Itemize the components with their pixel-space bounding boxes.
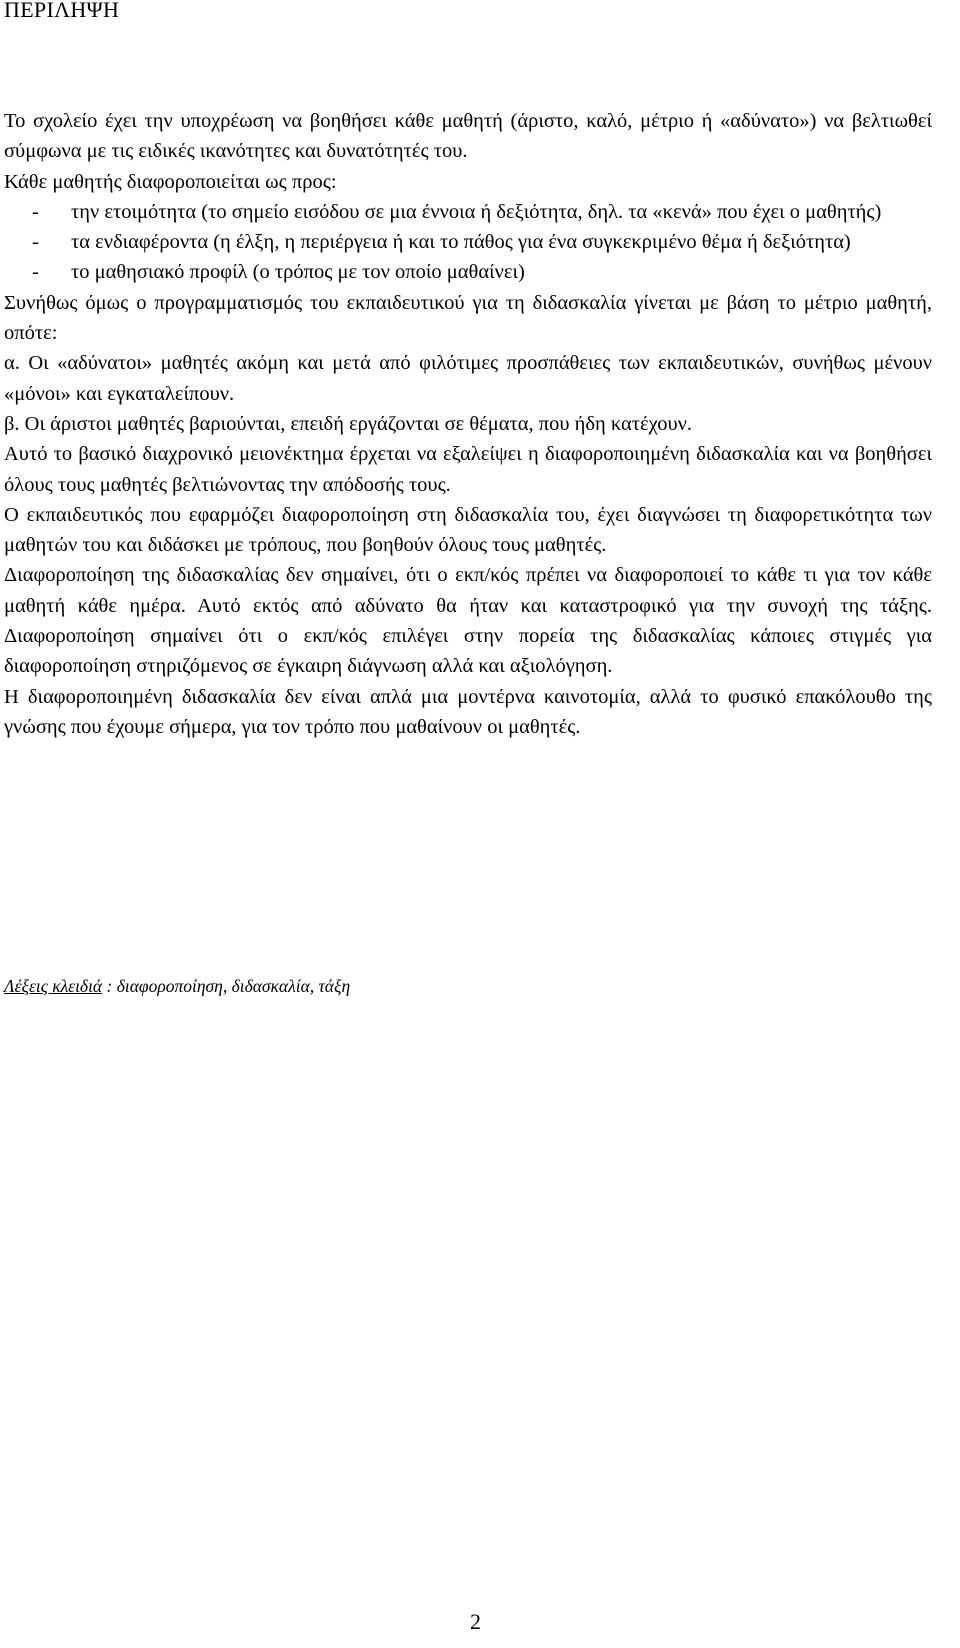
paragraph-meaning: Διαφοροποίηση της διδασκαλίας δεν σημαίνει, ότι ο εκπ/κός πρέπει να διαφοροποιεί το κάθε τι για τον κάθε μαθητή κάθε ημέρα. Αυτό εκτός από αδύνατο θα ήταν και καταστροφικό για την συνοχή της τάξης. Διαφοροποίηση σημαίνει ότι ο εκπ/κός επιλέγει στην πορεία της διδασκαλίας κάποιες στιγμές για διαφοροποίηση στηριζόμενος σε έγκαιρη διάγνωση αλλά και αξιολόγηση. [4,564,932,678]
list-dash: - [32,231,39,254]
paragraph-point-b: β. Οι άριστοι μαθητές βαριούνται, επειδή εργάζονται σε θέματα, που ήδη κατέχουν. [4,412,693,435]
paragraph-conclusion: Η διαφοροποιημένη διδασκαλία δεν είναι απλά μια μοντέρνα καινοτομία, αλλά το φυσικό επακόλουθο της γνώσης που έχουμε σήμερα, για τον τρόπο που μαθαίνουν οι μαθητές. [4,685,932,738]
list-item-text: το μαθησιακό προφίλ (ο τρόπος με τον οποίο μαθαίνει) [71,261,525,284]
list-item-text: τα ενδιαφέροντα (η έλξη, η περιέργεια ή και το πάθος για ένα συγκεκριμένο θέμα ή δεξιότητα) [71,231,851,254]
paragraph-teacher: Ο εκπαιδευτικός που εφαρμόζει διαφοροποίηση στη διδασκαλία του, έχει διαγνώσει τη διαφορετικότητα των μαθητών του και διδάσκει με τρόπους, που βοηθούν όλους τους μαθητές. [4,503,932,557]
keywords-terms: διαφοροποίηση, διδασκαλία, τάξη [116,976,351,996]
list-dash: - [32,200,39,223]
paragraph-planning: Συνήθως όμως ο προγραμματισμός του εκπαιδευτικού για τη διδασκαλία γίνεται με βάση το μέτριο μαθητή, οπότε: [4,291,932,345]
paragraph-intro: Το σχολείο έχει την υποχρέωση να βοηθήσει κάθε μαθητή (άριστο, καλό, μέτριο ή «αδύνατο») να βελτιωθεί σύμφωνα με τις ειδικές ικανότητες και δυνατότητές του. [4,110,932,163]
paragraph-point-a: α. Οι «αδύνατοι» μαθητές ακόμη και μετά από φιλότιμες προσπάθειες των εκπαιδευτικών, συνήθως μένουν «μόνοι» και εγκαταλείπουν. [4,352,932,405]
page-number: 2 [470,1609,481,1634]
list-item-text: την ετοιμότητα (το σημείο εισόδου σε μια έννοια ή δεξιότητα, δηλ. τα «κενά» που έχει ο μαθητής) [71,200,882,223]
list-dash: - [32,261,39,284]
list-item [4,257,932,287]
abstract-body [4,106,932,742]
list-item [4,227,932,257]
paragraph-disadvantage: Αυτό το βασικό διαχρονικό μειονέκτημα έρχεται να εξαλείψει η διαφοροποιημένη διδασκαλία και να βοηθήσει όλους τους μαθητές βελτιώνοντας την απόδοσής τους. [4,443,932,496]
keywords-separator: : [102,976,117,996]
paragraph-differentiation-lead: Κάθε μαθητής διαφοροποιείται ως προς: [4,170,337,193]
keywords-label: Λέξεις κλειδιά [4,976,103,996]
keywords-line [4,975,350,997]
abstract-heading: ΠΕΡΙΛΗΨΗ [4,0,120,22]
list-item [4,197,932,227]
